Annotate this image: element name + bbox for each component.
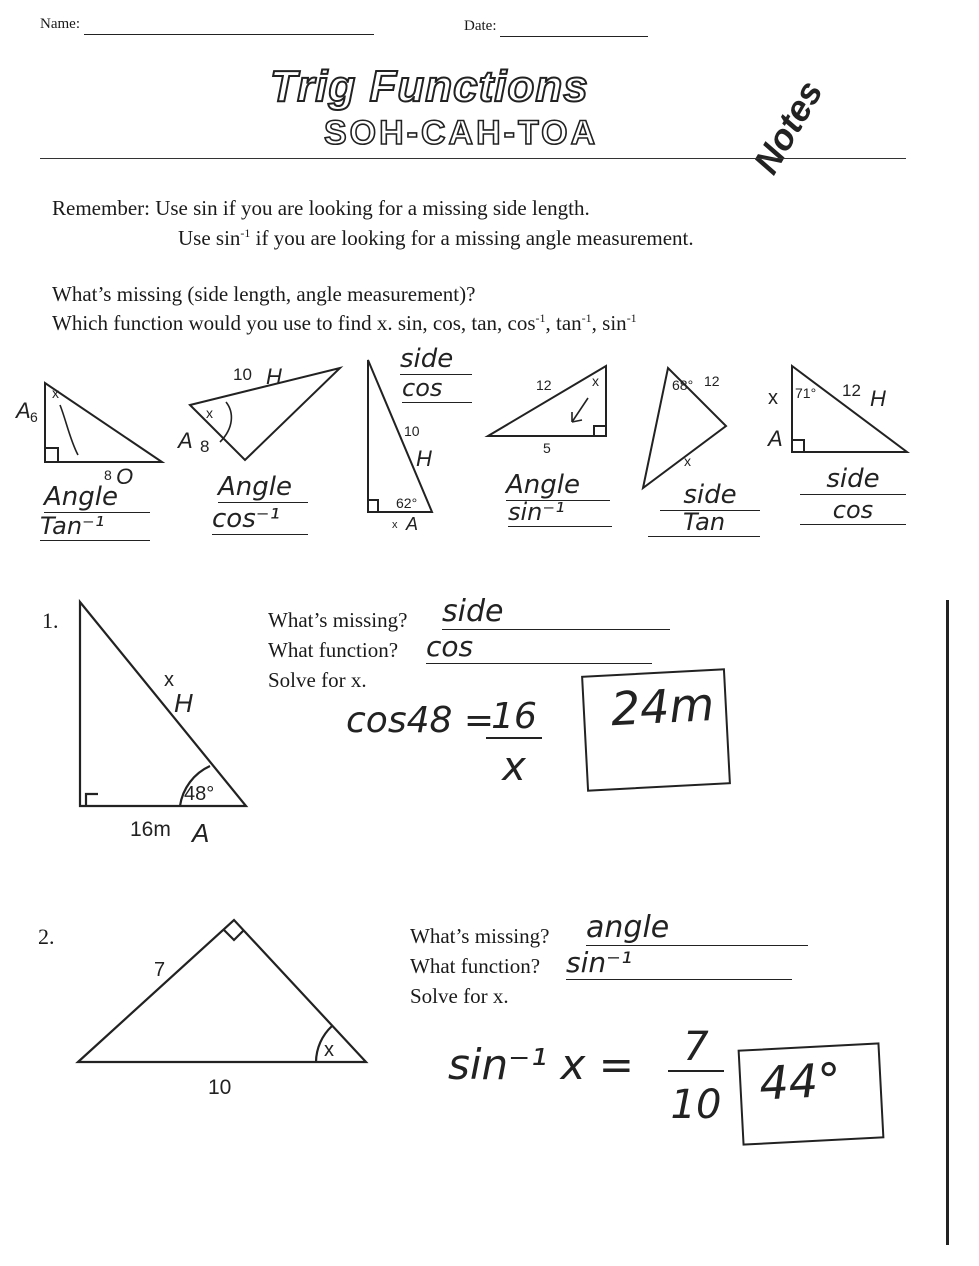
example-2-hand-h: H xyxy=(266,364,282,389)
title-divider xyxy=(40,158,906,159)
problem-2-missing-answer: angle xyxy=(586,910,808,946)
problem-2-missing-label: What’s missing? xyxy=(410,924,550,948)
problem-1-solve-label: Solve for x. xyxy=(268,668,367,692)
notes-stamp: Notes xyxy=(745,73,831,181)
example-6-triangle xyxy=(792,366,907,452)
example-6-hand-a: A xyxy=(768,426,783,451)
example-3-x: x xyxy=(392,519,398,531)
name-field[interactable] xyxy=(84,34,374,35)
example-2-answer-bottom: cos⁻¹ xyxy=(212,504,308,535)
example-2-hand-a: A xyxy=(178,428,193,453)
problem-1-angle: 48° xyxy=(184,783,215,805)
problem-1-hand-a: A xyxy=(192,818,210,848)
example-3-answer-bottom: cos xyxy=(402,374,472,403)
example-3-answer-top: side xyxy=(400,344,472,375)
problem-2-triangle xyxy=(78,920,366,1062)
example-1-side-b: 8 xyxy=(104,467,112,483)
problem-2-figure xyxy=(70,910,380,1100)
problem-1-work: cos48 = xyxy=(346,700,494,741)
example-1-triangle xyxy=(45,383,162,462)
example-2-answer-top: Angle xyxy=(218,472,308,503)
example-5-answer-bottom: Tan xyxy=(648,508,760,537)
example-6-hand-h: H xyxy=(870,386,886,411)
problem-2-function-label: What function? xyxy=(410,954,541,978)
problem-2-work-numerator: 7 xyxy=(668,1024,724,1072)
example-2-hyp: 10 xyxy=(233,365,252,384)
scan-edge-line xyxy=(946,600,949,1245)
example-4-side: 5 xyxy=(543,440,551,456)
problem-1-triangle xyxy=(80,602,246,806)
problem-1-answer: 24m xyxy=(609,676,716,737)
problem-2-work-denominator: 10 xyxy=(670,1082,722,1128)
problem-2-answer-box xyxy=(738,1042,885,1145)
example-3-hand-h: H xyxy=(416,446,432,471)
problem-1-function-label: What function? xyxy=(268,638,399,662)
question-function: Which function would you use to find x. sin, cos, tan, $\cos^{-1}$, $\tan^{-1}$, $\sin^{-1}$ xyxy=(52,311,637,335)
example-2-side: 8 xyxy=(200,437,210,456)
example-6-angle: 71° xyxy=(795,385,817,401)
remember-line-1: Remember: Use sin if you are looking for a missing side length. xyxy=(52,196,590,220)
problem-2-solve-label: Solve for x. xyxy=(410,984,509,1008)
problem-2-base: 10 xyxy=(208,1076,232,1099)
example-4-x: x xyxy=(592,373,599,389)
problem-1-work-numerator: 16 xyxy=(486,696,542,739)
problem-2-answer: 44° xyxy=(757,1052,843,1111)
example-1-side-a: 6 xyxy=(30,409,38,425)
example-5-x: x xyxy=(684,453,691,469)
example-2-x: x xyxy=(206,405,213,421)
date-label: Date: xyxy=(464,18,497,34)
problem-2-side: 7 xyxy=(154,959,166,981)
question-missing: What’s missing (side length, angle measurement)? xyxy=(52,282,476,306)
example-6-answer-top: side xyxy=(800,464,906,495)
example-1-answer-bottom: Tan⁻¹ xyxy=(40,512,150,541)
example-4-hyp: 12 xyxy=(536,377,552,393)
problem-1-x: x xyxy=(164,669,174,691)
name-label: Name: xyxy=(40,16,80,32)
example-4-answer-top: Angle xyxy=(506,470,610,501)
example-1-hand-o: O xyxy=(116,464,134,489)
problem-1-figure xyxy=(60,590,260,850)
problem-1-hand-h: H xyxy=(174,688,193,718)
problem-1-function-answer: cos xyxy=(426,630,652,664)
example-3-hyp: 10 xyxy=(404,423,420,439)
example-4-answer-bottom: sin⁻¹ xyxy=(508,498,612,527)
problem-1-missing-answer: side xyxy=(442,594,670,630)
problem-1-work-denominator: x xyxy=(502,744,526,790)
example-1-hand-a: A xyxy=(16,398,31,423)
problem-1-number: 1. xyxy=(42,608,59,633)
remember-line-2: Use $\sin^{-1}$ if you are looking for a missing angle measurement. xyxy=(178,226,694,250)
problem-2-work: sin⁻¹ x = xyxy=(448,1040,634,1089)
problem-2-function-answer: sin⁻¹ xyxy=(566,946,792,980)
page-title: Trig Functions xyxy=(270,62,589,111)
example-6-x: x xyxy=(768,387,778,409)
problem-1-base: 16m xyxy=(130,818,171,841)
example-1-x: x xyxy=(52,385,59,401)
problem-1-answer-box xyxy=(581,668,731,791)
page-subtitle: SOH-CAH-TOA xyxy=(324,114,599,152)
problem-2-number: 2. xyxy=(38,924,55,949)
problem-2-x: x xyxy=(324,1039,334,1061)
example-6-answer-bottom: cos xyxy=(800,496,906,525)
example-3-hand-a: A xyxy=(406,514,419,534)
example-5-answer-top: side xyxy=(660,480,760,511)
example-3-angle: 62° xyxy=(396,495,418,511)
problem-1-missing-label: What’s missing? xyxy=(268,608,408,632)
example-5-angle: 68° xyxy=(672,377,694,393)
date-field[interactable] xyxy=(500,36,648,37)
example-5-hyp: 12 xyxy=(704,373,720,389)
example-6-hyp: 12 xyxy=(842,381,861,400)
example-1-answer-top: Angle xyxy=(44,482,150,513)
